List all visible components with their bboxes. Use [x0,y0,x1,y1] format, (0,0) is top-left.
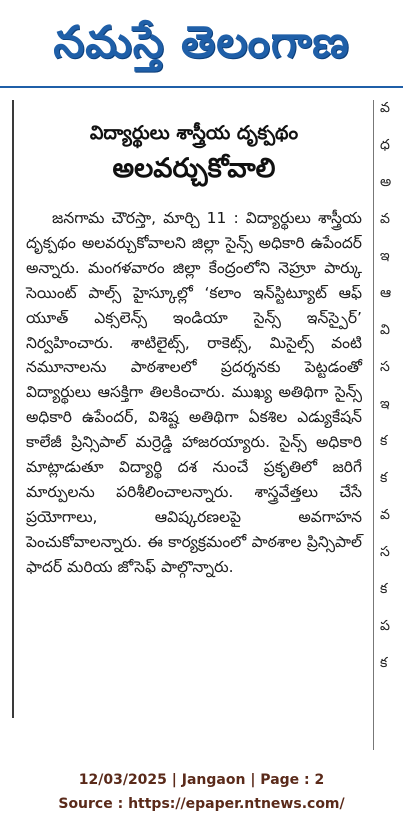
masthead [0,0,403,86]
right-column-rule [373,100,374,750]
left-column-rule [12,100,14,718]
masthead-divider [0,86,403,88]
newspaper-logo: నమస్తే తెలంగాణ [53,17,350,68]
column-fragment-text: వి [380,322,390,338]
adjacent-column-fragment [380,100,400,750]
column-fragment-text: ఇ [380,396,390,412]
column-fragment-text: ఆ [380,285,392,301]
column-fragment-text: స [380,359,390,375]
column-fragment-text: ఇ [380,248,390,264]
headline-line-2: అలవర్చుకోవాలి [112,153,276,184]
column-fragment-text: వ [380,211,390,227]
column-fragment-text: క [380,433,388,449]
column-fragment-text: వ [380,507,390,523]
column-fragment-text: వ [380,100,390,116]
column-fragment-text: క [380,655,388,671]
news-article [26,102,362,580]
column-fragment-text: ధ [380,137,390,153]
source-link[interactable]: Source : https://epaper.ntnews.com/ [58,796,345,812]
article-body: జనగామ చౌరస్తా, మార్చి 11 : విద్యార్థులు శాస్త్రీయ దృక్పథం అలవర్చుకోవాలని జిల్లా సైన్స్ అధికారి ఉపేందర్ అన్నారు. మంగళవారం జిల్లా కేంద్రంలోని నెహ్రూ పార్కు సెయింట్ పాల్స్ హైస్కూల్లో ‘కలాం ఇన్‌స్టిట్యూట్ ఆఫ్ యూత్ ఎక్సలెన్స్ ఇండియా సైన్స్ ఇన్‌స్పైర్’ నిర్వహించారు. శాటిలైట్స్, రాకెట్స్, మిసైల్స్ వంటి నమూనాలను పాఠశాలలో ప్రదర్శనకు పెట్టడంతో విద్యార్థులు ఆసక్తిగా తిలకించారు. ముఖ్య అతిథిగా సైన్స్ అధికారి ఉపేందర్, విశిష్ట అతిథిగా ఏకశిల ఎడ్యుకేషన్ కాలేజీ ప్రిన్సిపాల్ మర్రెడ్డి హాజరయ్యారు. సైన్స్ అధికారి మాట్లాడుతూ విద్యార్థి దశ నుంచే ప్రకృతిలో జరిగే మార్పులను పరిశీలించాలన్నారు. శాస్త్రవేత్తలు చేసే ప్రయోగాలు, ఆవిష్కరణలపై అవగాహన పెంచుకోవాలన్నారు. ఈ కార్యక్రమంలో పాఠశాల ప్రిన్సిపాల్ ఫాదర్ మరియ జోసెఫ్ పాల్గొన్నారు. [26,209,362,576]
column-fragment-text: ప [380,618,390,634]
edition-info: 12/03/2025 | Jangaon | Page : 2 [78,772,325,788]
column-fragment-text: అ [380,174,392,190]
column-fragment-text: స [380,544,390,560]
headline-line-1: విద్యార్థులు శాస్త్రీయ దృక్పథం [89,122,299,144]
column-fragment-text: క [380,581,388,597]
column-fragment-text: క [380,470,388,486]
